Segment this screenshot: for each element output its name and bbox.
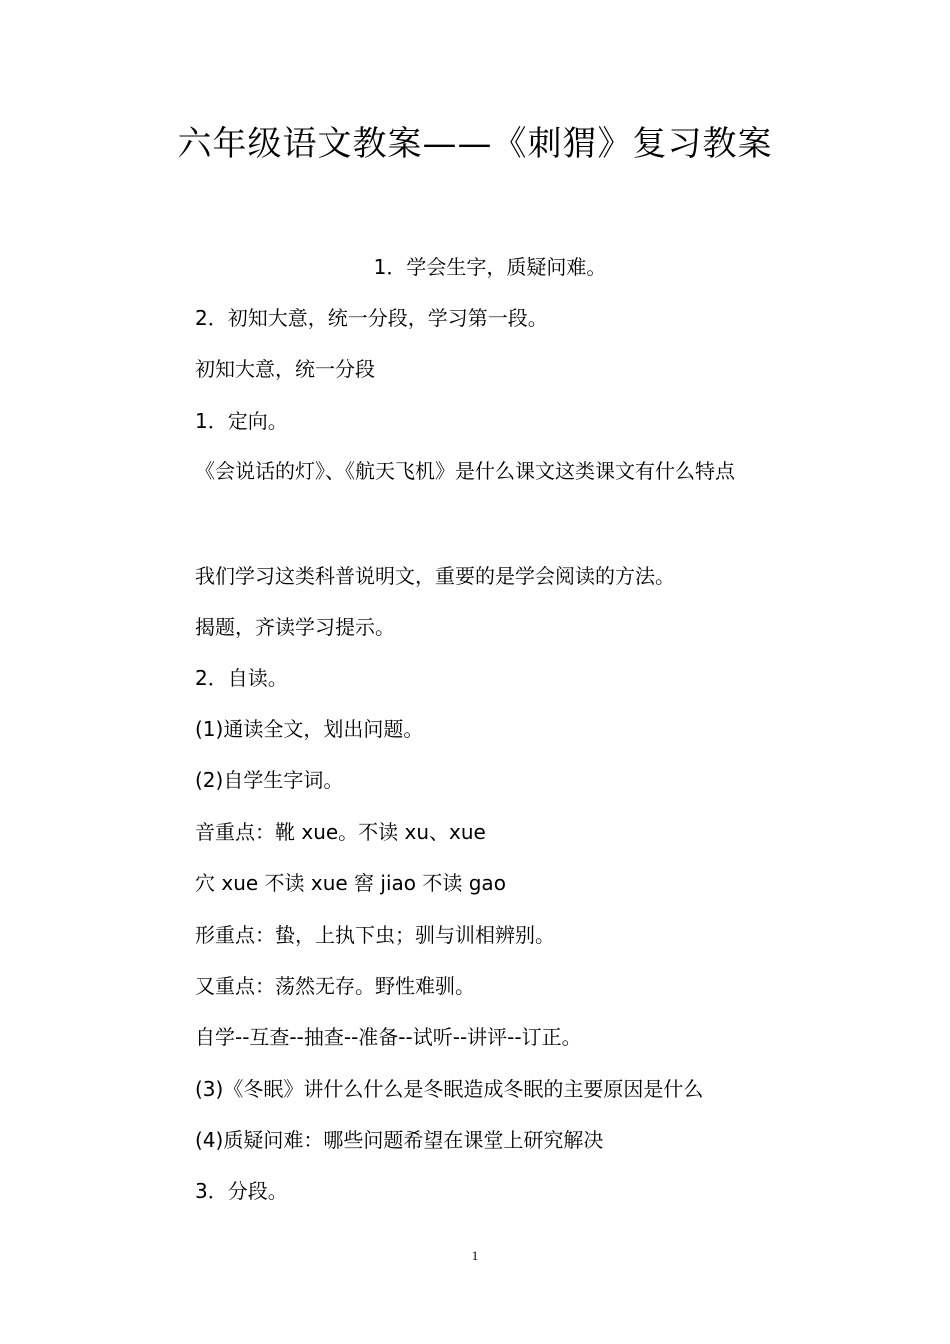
orientation-question: 《会说话的灯》、《航天飞机》是什么课文这类课文有什么特点 <box>195 459 735 483</box>
self-reading-item-4: (4)质疑问难：哪些问题希望在课堂上研究解决 <box>195 1128 604 1152</box>
document-title: 六年级语文教案——《刺猬》复习教案 <box>177 124 773 164</box>
page-number: 1 <box>471 1248 479 1263</box>
objective-2: 2．初知大意，统一分段，学习第一段。 <box>195 306 548 330</box>
character-form-note: 形重点：蛰，上执下虫；驯与训相辨别。 <box>195 923 555 947</box>
study-process-note: 自学--互查--抽查--准备--试听--讲评--订正。 <box>195 1025 582 1049</box>
objective-1: 1．学会生字，质疑问难。 <box>373 255 607 279</box>
step-segmenting: 3．分段。 <box>195 1179 288 1203</box>
pronunciation-note-2: 穴 xue 不读 xue 窖 jiao 不读 gao <box>195 871 506 895</box>
self-reading-item-3: (3)《冬眠》讲什么什么是冬眠造成冬眠的主要原因是什么 <box>195 1077 704 1101</box>
reveal-topic-note: 揭题，齐读学习提示。 <box>195 615 395 639</box>
step-self-reading: 2．自读。 <box>195 666 288 690</box>
pronunciation-note-1: 音重点：靴 xue。不读 xu、xue <box>195 820 486 844</box>
self-reading-item-1: (1)通读全文，划出问题。 <box>195 717 424 741</box>
section-heading: 初知大意，统一分段 <box>195 357 375 381</box>
step-orientation: 1．定向。 <box>195 409 288 433</box>
reading-method-note: 我们学习这类科普说明文，重要的是学会阅读的方法。 <box>195 564 675 588</box>
meaning-note: 又重点：荡然无存。野性难驯。 <box>195 974 475 998</box>
self-reading-item-2: (2)自学生字词。 <box>195 768 344 792</box>
